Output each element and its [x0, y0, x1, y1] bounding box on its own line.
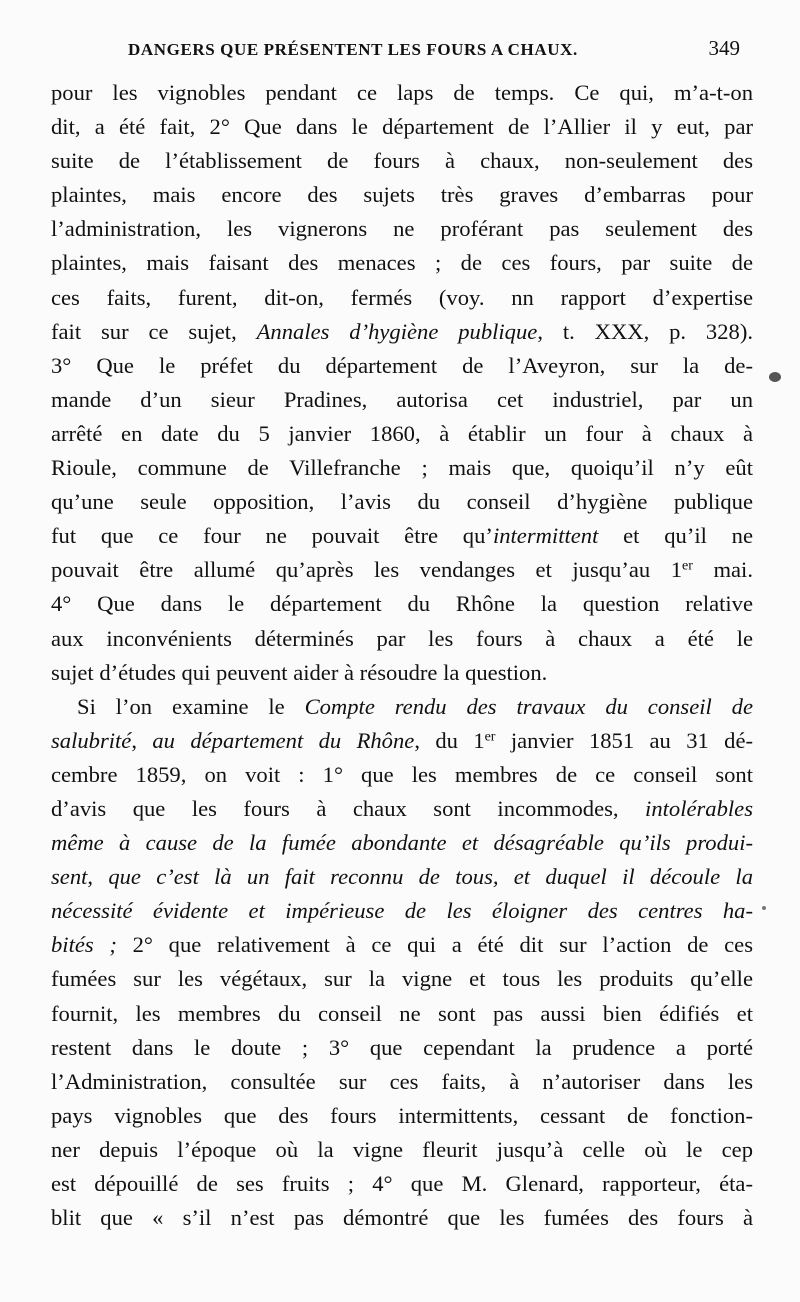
text-span: fut que ce four ne pouvait être qu’ — [51, 523, 493, 549]
citation-title: Annales d’hygiène publique — [256, 318, 538, 344]
superscript: er — [682, 558, 693, 574]
text-span: 2° que relativement à ce qui a été dit sur l’action de ces — [116, 932, 753, 958]
text-line — [51, 553, 753, 587]
text-line: ces faits, furent, dit-on, fermés (voy. nn rapport d’expertise — [51, 284, 753, 310]
citation-title: Compte rendu des travaux du conseil de — [304, 693, 753, 719]
text-span: , du 1 — [414, 727, 485, 753]
text-line: qu’une seule opposition, l’avis du conseil d’hygiène publique — [51, 489, 753, 515]
text-span: fait sur ce sujet, — [51, 318, 237, 344]
text-span: mai. — [692, 557, 753, 583]
running-head — [128, 34, 740, 66]
text-line: ner depuis l’époque où la vigne fleurit jusqu’à celle où le cep — [51, 1136, 753, 1162]
text-span: pouvait être allumé qu’après les vendanges et jusqu’au 1 — [51, 557, 683, 583]
body-text — [51, 76, 753, 1235]
quotation: bités ; — [51, 932, 117, 958]
quotation: même à cause de la fumée abondante et désagréable qu’ils produi- — [51, 830, 753, 856]
text-span: janvier 1851 au 31 dé- — [495, 727, 753, 753]
text-span: , t. XXX, p. 328). — [537, 318, 753, 344]
quotation: que c’est là un fait reconnu de tous, et duquel il découle la — [108, 864, 753, 890]
text-span: , — [87, 864, 109, 890]
text-line: plaintes, mais faisant des menaces ; de ces fours, par suite de — [51, 250, 753, 276]
page-number: 349 — [708, 36, 740, 60]
text-span: et qu’il ne — [598, 523, 754, 549]
text-line: Rioule, commune de Villefranche ; mais que, quoiqu’il n’y eût — [51, 455, 753, 481]
ink-speck — [762, 906, 766, 910]
text-line — [51, 928, 753, 962]
ink-speck — [769, 372, 781, 382]
text-line: fournit, les membres du conseil ne sont pas aussi bien édifiés et — [51, 1000, 753, 1026]
text-line: blit que « s’il n’est pas démontré que les fumées des fours à — [51, 1205, 753, 1231]
text-line: pays vignobles que des fours intermittents, cessant de fonction- — [51, 1102, 753, 1128]
text-line — [51, 315, 753, 349]
text-line — [51, 519, 753, 553]
text-line: fumées sur les végétaux, sur la vigne et tous les produits qu’elle — [51, 966, 753, 992]
emphasis: intermittent — [492, 523, 599, 549]
text-line: plaintes, mais encore des sujets très graves d’embarras pour — [51, 182, 753, 208]
text-line — [51, 826, 753, 860]
quotation: intolérables — [645, 795, 753, 821]
text-line: sujet d’études qui peuvent aider à résoudre la question. — [51, 659, 548, 685]
text-line: arrêté en date du 5 janvier 1860, à établir un four à chaux à — [51, 420, 753, 446]
text-line: restent dans le doute ; 3° que cependant la prudence a porté — [51, 1034, 753, 1060]
text-line: l’Administration, consultée sur ces faits, à n’autoriser dans les — [51, 1068, 753, 1094]
quotation: sent — [51, 864, 88, 890]
text-line: dit, a été fait, 2° Que dans le département de l’Allier il y eut, par — [51, 114, 753, 140]
text-line: 4° Que dans le département du Rhône la question relative — [51, 591, 753, 617]
running-title: DANGERS QUE PRÉSENTENT LES FOURS A CHAUX. — [128, 40, 578, 59]
text-line: suite de l’établissement de fours à chaux, non-seulement des — [51, 148, 753, 174]
text-line: est dépouillé de ses fruits ; 4° que M. Glenard, rapporteur, éta- — [51, 1171, 753, 1196]
text-span: Si l’on examine le — [77, 693, 285, 719]
text-line: cembre 1859, on voit : 1° que les membres de ce conseil sont — [51, 761, 753, 787]
quotation: nécessité évidente et impérieuse de les éloigner des centres ha- — [51, 898, 753, 924]
text-line: aux inconvénients déterminés par les fours à chaux a été le — [51, 625, 753, 651]
text-line: pour les vignobles pendant ce laps de temps. Ce qui, m’a-t-on — [51, 80, 753, 105]
text-span: d’avis que les fours à chaux sont incommodes, — [51, 795, 619, 821]
text-line: l’administration, les vignerons ne proférant pas seulement des — [51, 216, 753, 242]
text-line — [51, 894, 753, 928]
text-line — [51, 792, 753, 826]
text-line — [51, 860, 753, 894]
citation-title: au département du Rhône — [152, 727, 415, 753]
text-line — [51, 690, 753, 724]
text-line: mande d’un sieur Pradines, autorisa cet industriel, par un — [51, 386, 753, 412]
text-line: 3° Que le préfet du département de l’Aveyron, sur la de- — [51, 352, 753, 378]
citation-title: salubrité — [51, 727, 132, 753]
text-line — [51, 724, 753, 758]
text-span: , — [131, 727, 153, 753]
superscript: er — [484, 729, 496, 745]
